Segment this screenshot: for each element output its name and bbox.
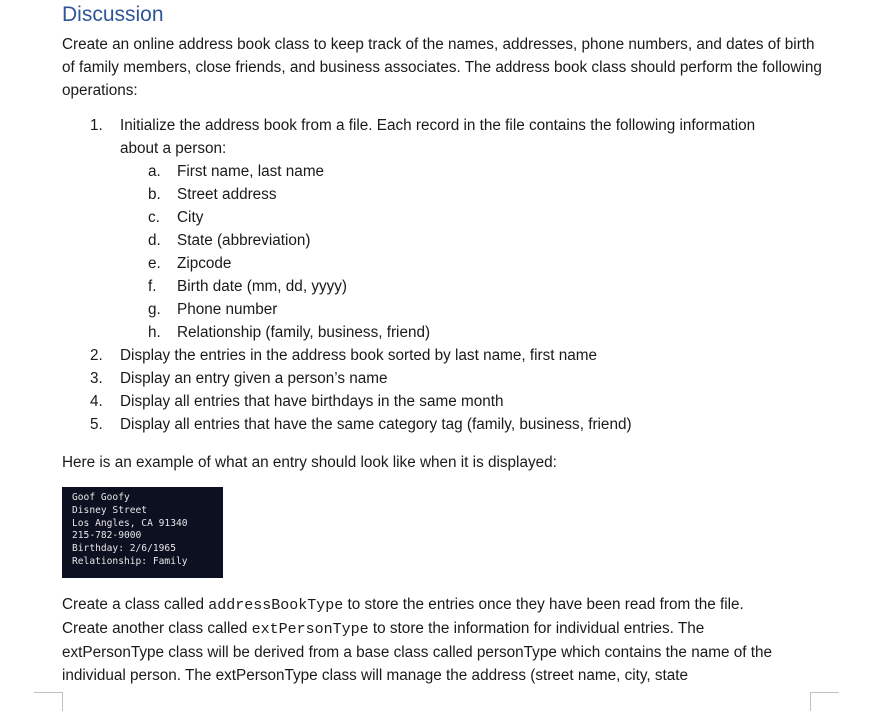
paragraph-line: extPersonType class will be derived from a base class called personType which contains the name of the: [62, 644, 772, 661]
operations-list: [0, 114, 870, 436]
text-run: Create a class called: [62, 596, 209, 613]
console-line: 215-782-9000: [72, 530, 142, 542]
sub-list-text: Zipcode: [177, 255, 232, 272]
list-item: [0, 413, 870, 436]
list-text: Display the entries in the address book sorted by last name, first name: [120, 347, 597, 364]
console-line: Relationship: Family: [72, 555, 188, 567]
page-corner-mark: [34, 692, 63, 711]
text-run: to store the information for individual entries. The: [368, 620, 705, 637]
sub-list-item: [0, 275, 870, 298]
sub-list-item: [0, 183, 870, 206]
list-number: 3.: [90, 370, 103, 387]
sub-list-letter: g.: [148, 301, 161, 318]
list-number: 2.: [90, 347, 103, 364]
sub-list-letter: f.: [148, 278, 157, 295]
list-text: Initialize the address book from a file. Each record in the file contains the following information: [120, 117, 756, 134]
sub-list-text: State (abbreviation): [177, 232, 311, 249]
sub-list-item: [0, 160, 870, 183]
console-output-example: [62, 487, 223, 578]
console-line: Goof Goofy: [72, 492, 130, 503]
console-line: Disney Street: [72, 504, 148, 516]
sub-list-letter: a.: [148, 163, 161, 180]
sub-list-letter: d.: [148, 232, 161, 249]
sub-list-letter: e.: [148, 255, 161, 272]
list-text: Display all entries that have the same category tag (family, business, friend): [120, 416, 632, 433]
list-text: about a person:: [120, 140, 227, 157]
list-item-continuation: [0, 137, 870, 160]
sub-list-text: City: [177, 209, 204, 226]
class-description-paragraph: [62, 593, 822, 687]
list-item: [0, 390, 870, 413]
list-item: [0, 344, 870, 367]
section-heading: Discussion: [62, 3, 164, 26]
sub-list-item: [0, 252, 870, 275]
list-text: Display an entry given a person’s name: [120, 370, 388, 387]
sub-list-item: [0, 298, 870, 321]
example-intro: Here is an example of what an entry should look like when it is displayed:: [62, 454, 557, 471]
text-run: to store the entries once they have been read from the file.: [343, 596, 744, 613]
sub-list-text: Birth date (mm, dd, yyyy): [177, 278, 348, 295]
sub-list-item: [0, 229, 870, 252]
intro-paragraph: Create an online address book class to keep track of the names, addresses, phone numbers, and dates of birth of family members, close friends, and business associates. The address book class should perform the following operations:: [62, 36, 822, 99]
paragraph-line: [62, 617, 822, 641]
list-item: [0, 367, 870, 390]
sub-list-text: Phone number: [177, 301, 278, 318]
paragraph-line: individual person. The extPersonType class will manage the address (street name, city, state: [62, 667, 689, 684]
sub-list-item: [0, 321, 870, 344]
list-item: [0, 114, 870, 137]
sub-list-item: [0, 206, 870, 229]
list-text: Display all entries that have birthdays in the same month: [120, 393, 504, 410]
list-number: 5.: [90, 416, 103, 433]
paragraph-line: [62, 593, 822, 617]
sub-list-text: Street address: [177, 186, 277, 203]
sub-list-text: First name, last name: [177, 163, 325, 180]
page-corner-mark: [810, 692, 839, 711]
console-line: Birthday: 2/6/1965: [72, 543, 176, 555]
sub-list-letter: c.: [148, 209, 160, 226]
list-number: 4.: [90, 393, 103, 410]
text-run: Create another class called: [62, 620, 252, 637]
sub-list-letter: b.: [148, 186, 161, 203]
code-class-name: extPersonType: [251, 621, 369, 638]
sub-list-text: Relationship (family, business, friend): [177, 324, 431, 341]
console-line: Los Angles, CA 91340: [72, 517, 188, 529]
code-class-name: addressBookType: [208, 597, 344, 614]
sub-list-letter: h.: [148, 324, 161, 341]
list-number: 1.: [90, 117, 103, 134]
